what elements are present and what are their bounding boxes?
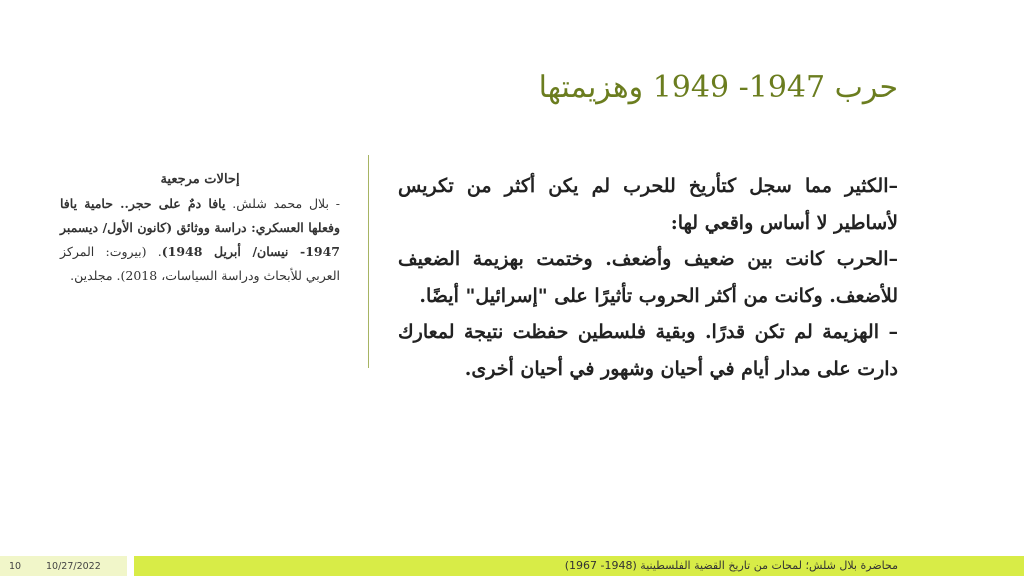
paragraph-2: –الحرب كانت بين ضعيف وأضعف. وختمت بهزيمة الضعيف للأضعف. وكانت من أكثر الحروب تأثيرًا على "إسرائيل" أيضًا. <box>398 248 898 307</box>
reference-entry <box>60 192 340 288</box>
reference-publication: . (بيروت: المركز العربي للأبحاث ودراسة السياسات، 2018). مجلدين. <box>60 244 340 283</box>
page-number: 10 <box>9 561 22 572</box>
footer-left-bar <box>0 556 127 576</box>
footer-right-bar <box>134 556 1024 576</box>
paragraph-1: –الكثير مما سجل كتأريخ للحرب لم يكن أكثر من تكريس لأساطير لا أساس واقعي لها: <box>398 175 898 234</box>
references-box <box>60 168 340 288</box>
paragraph-3: – الهزيمة لم تكن قدرًا. وبقية فلسطين حفظت نتيجة لمعارك دارت على مدار أيام في أحيان وشهور في أحيان أخرى. <box>398 321 898 380</box>
reference-author: - بلال محمد شلش. <box>225 196 340 211</box>
references-heading: إحالات مرجعية <box>160 172 240 187</box>
main-text-block <box>398 168 898 387</box>
vertical-divider <box>368 155 369 368</box>
reference-book-title: يافا دمٌ على حجر.. حامية يافا وفعلها العسكري: دراسة ووثائق (كانون الأول/ ديسمبر 1947- نيسان/ أبريل 1948) <box>60 196 341 259</box>
slide-title: حرب 1947- 1949 وهزيمتها <box>538 70 898 105</box>
footer-date: 10/27/2022 <box>46 561 101 572</box>
footer-text: محاضرة بلال شلش؛ لمحات من تاريخ القضية الفلسطينية (1948- 1967) <box>564 559 898 572</box>
